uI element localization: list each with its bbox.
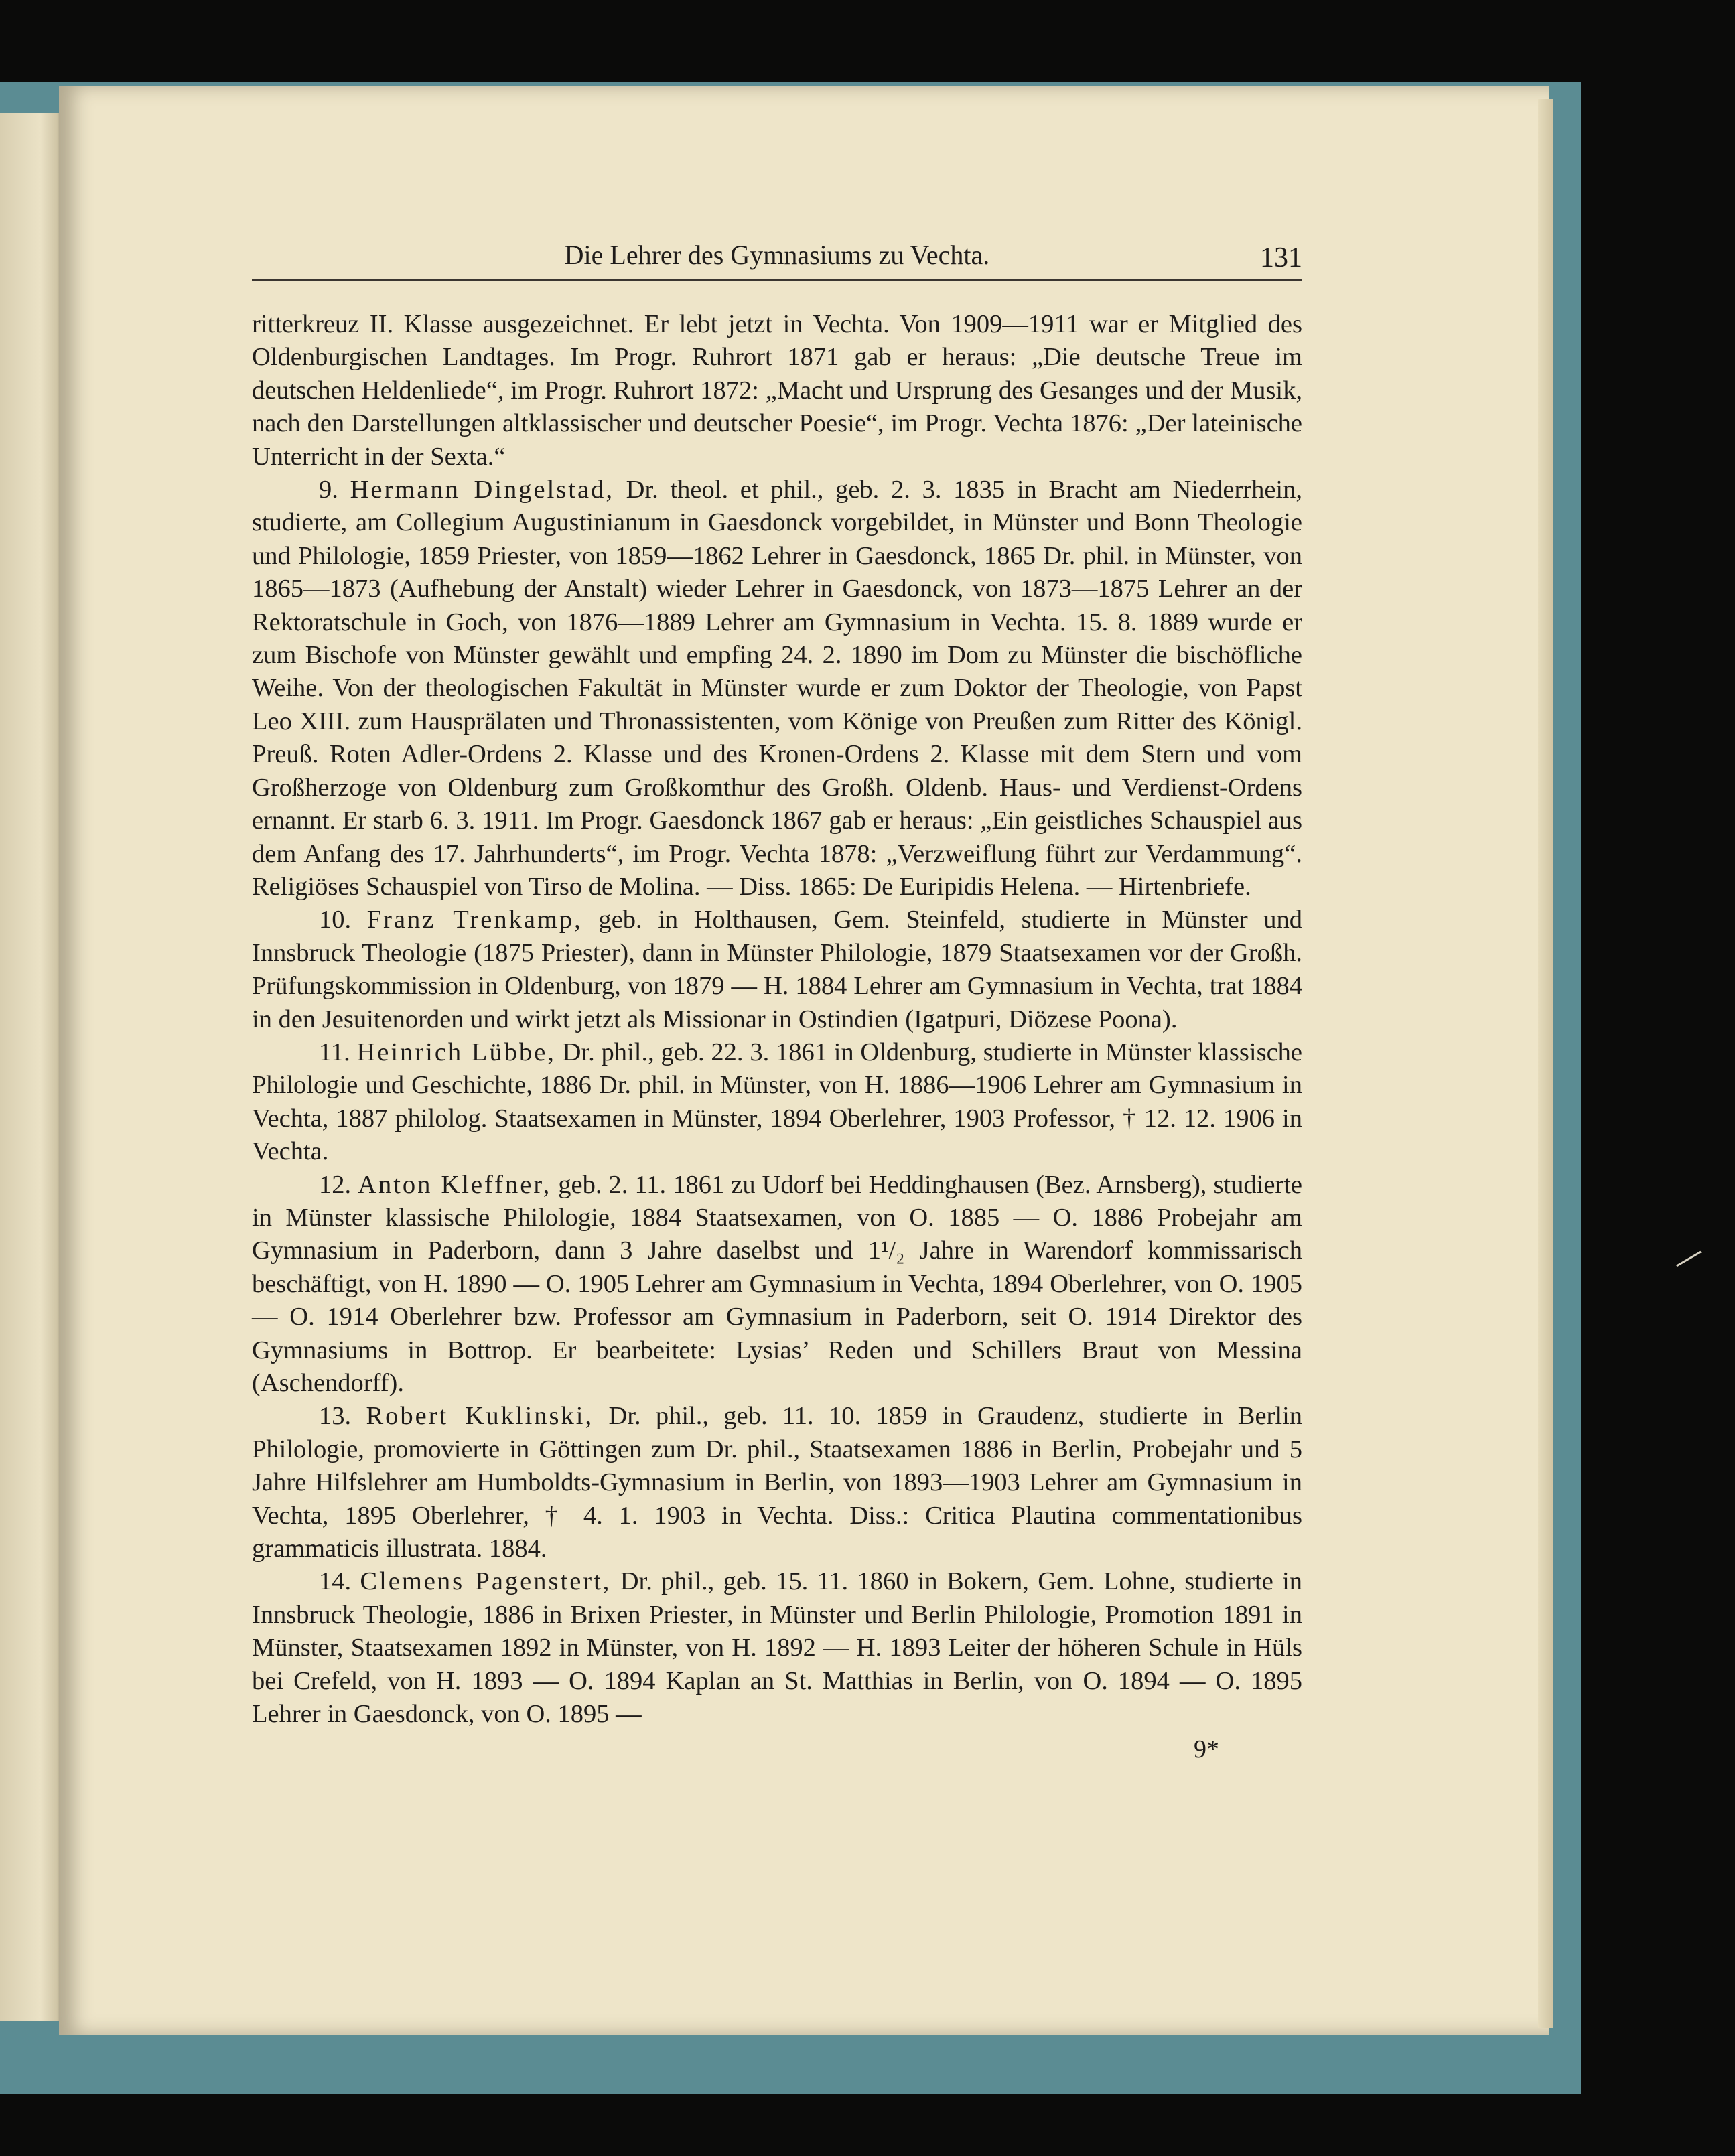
entry-text: Dr. theol. et phil., geb. 2. 3. 1835 in Bracht am Niederrhein, studierte, am Collegium Augustinianum in Gaesdonck vorgebildet, in Münster und Bonn Theologie und Philologie, 1859 Priester, von 1859—1862 Lehrer in Gaesdonck, 1865 Dr. phil. in Münster, von 1865—1873 (Aufhebung der Anstalt) wieder Lehrer in Gaesdonck, von 1873—1875 Lehrer an der Rektoratschule in Goch, von 1876—1889 Lehrer am Gymnasium in Vechta. 15. 8. 1889 wurde er zum Bischofe von Münster gewählt und empfing 24. 2. 1890 im Dom zu Münster die bischöfliche Weihe. Von der theologischen Fakultät in Münster wurde er zum Doktor der Theologie, von Papst Leo XIII. zum Hausprälaten und Thronassistenten, vom Könige von Preußen zum Ritter des Königl. Preuß. Roten Adler-Ordens 2. Klasse und des Kronen-Ordens 2. Klasse mit dem Stern und vom Großherzoge von Oldenburg zum Großkomthur des Großh. Oldenb. Haus- und Verdienst-Ordens ernannt. Er starb 6. 3. 1911. Im Progr. Gaesdonck 1867 gab er heraus: „Ein geistliches Schauspiel aus dem Anfang des 17. Jahrhunderts“, im Progr. Vechta 1878: „Verzweiflung führt zur Verdammung“. Religiöses Schauspiel von Tirso de Molina. — Diss. 1865: De Euripidis Helena. — Hirtenbriefe. [252, 476, 1302, 901]
scan-scratch [1676, 1251, 1702, 1267]
entry-number: 14. [319, 1567, 352, 1596]
page-fore-edge [1538, 99, 1553, 2028]
signature-mark: 9* [1194, 1735, 1219, 1764]
page-body [252, 308, 1302, 1731]
page-number: 131 [1260, 242, 1302, 273]
entry-14 [252, 1565, 1302, 1731]
entry-9 [252, 474, 1302, 904]
entry-number: 13. [319, 1402, 352, 1431]
entry-number: 12. [319, 1170, 352, 1199]
paragraph-continuation [252, 308, 1302, 474]
entry-13 [252, 1400, 1302, 1565]
teacher-name: Hermann Dingelstad, [350, 476, 614, 504]
paragraph-text: ritterkreuz II. Klasse ausgezeichnet. Er lebt jetzt in Vechta. Von 1909—1911 war er Mitglied des Oldenburgischen Landtages. Im Progr. Ruhrort 1871 gab er heraus: „Die deutsche Treue im deutschen Heldenliede“, im Progr. Ruhrort 1872: „Macht und Ursprung des Gesanges und der Musik, nach den Darstellungen altklassischer und deutscher Poesie“, im Progr. Vechta 1876: „Der lateinische Unterricht in der Sexta.“ [252, 310, 1302, 471]
entry-text: Dr. phil., geb. 11. 10. 1859 in Graudenz, studierte in Berlin Philologie, promovierte in Göttingen zum Dr. phil., Staatsexamen 1886 in Berlin, Probejahr und 5 Jahre Hilfslehrer am Humboldts-Gymnasium in Berlin, von 1893—1903 Lehrer am Gymnasium in Vechta, 1895 Oberlehrer, † 4. 1. 1903 in Vechta. Diss.: Critica Plautina commentationibus grammaticis illustrata. 1884. [252, 1402, 1303, 1563]
teacher-name: Franz Trenkamp, [366, 906, 583, 934]
teacher-name: Anton Kleffner, [358, 1170, 552, 1199]
entry-text: geb. 2. 11. 1861 zu Udorf bei Heddinghausen (Bez. Arnsberg), studierte in Münster klassische Philologie, 1884 Staatsexamen, von O. 1885 — O. 1886 Probejahr am Gymnasium in Paderborn, dann 3 Jahre daselbst und 1¹/₂ Jahre in Warendorf kommissarisch beschäftigt, von H. 1890 — O. 1905 Lehrer am Gymnasium in Vechta, 1894 Oberlehrer, von O. 1905 — O. 1914 Oberlehrer bzw. Professor am Gymnasium in Paderborn, seit O. 1914 Direktor des Gymnasiums in Bottrop. Er bearbeitete: Lysias’ Reden und Schillers Braut von Messina (Aschendorff). [252, 1170, 1303, 1397]
teacher-name: Clemens Pagenstert, [360, 1567, 612, 1596]
entry-text: geb. in Holthausen, Gem. Steinfeld, studierte in Münster und Innsbruck Theologie (1875 Priester), dann in Münster Philologie, 1879 Staatsexamen vor der Großh. Prüfungskommission in Oldenburg, von 1879 — H. 1884 Lehrer am Gymnasium in Vechta, trat 1884 in den Jesuitenorden und wirkt jetzt als Missionar in Ostindien (Igatpuri, Diözese Poona). [252, 906, 1302, 1033]
teacher-name: Heinrich Lübbe, [356, 1037, 556, 1066]
entry-11 [252, 1036, 1302, 1169]
running-title: Die Lehrer des Gymnasiums zu Vechta. [564, 240, 990, 270]
entry-12 [252, 1169, 1302, 1400]
facing-page-edge [0, 113, 67, 2021]
running-head [252, 232, 1302, 281]
entry-number: 9. [319, 476, 338, 504]
entry-10 [252, 904, 1302, 1036]
entry-number: 10. [319, 906, 352, 934]
entry-text: Dr. phil., geb. 22. 3. 1861 in Oldenburg, studierte in Münster klassische Philologie und Geschichte, 1886 Dr. phil. in Münster, von H. 1886—1906 Lehrer am Gymnasium in Vechta, 1887 philolog. Staatsexamen in Münster, 1894 Oberlehrer, 1903 Professor, † 12. 12. 1906 in Vechta. [252, 1037, 1302, 1166]
entry-text: Dr. phil., geb. 15. 11. 1860 in Bokern, Gem. Lohne, studierte in Innsbruck Theologie, 1886 in Brixen Priester, in Münster und Berlin Philologie, Promotion 1891 in Münster, Staatsexamen 1892 in Münster, von H. 1892 — H. 1893 Leiter der höheren Schule in Hüls bei Crefeld, von H. 1893 — O. 1894 Kaplan an St. Matthias in Berlin, von O. 1894 — O. 1895 Lehrer in Gaesdonck, von O. 1895 — [252, 1567, 1303, 1729]
teacher-name: Robert Kuklinski, [366, 1402, 594, 1431]
entry-number: 11. [319, 1037, 350, 1066]
